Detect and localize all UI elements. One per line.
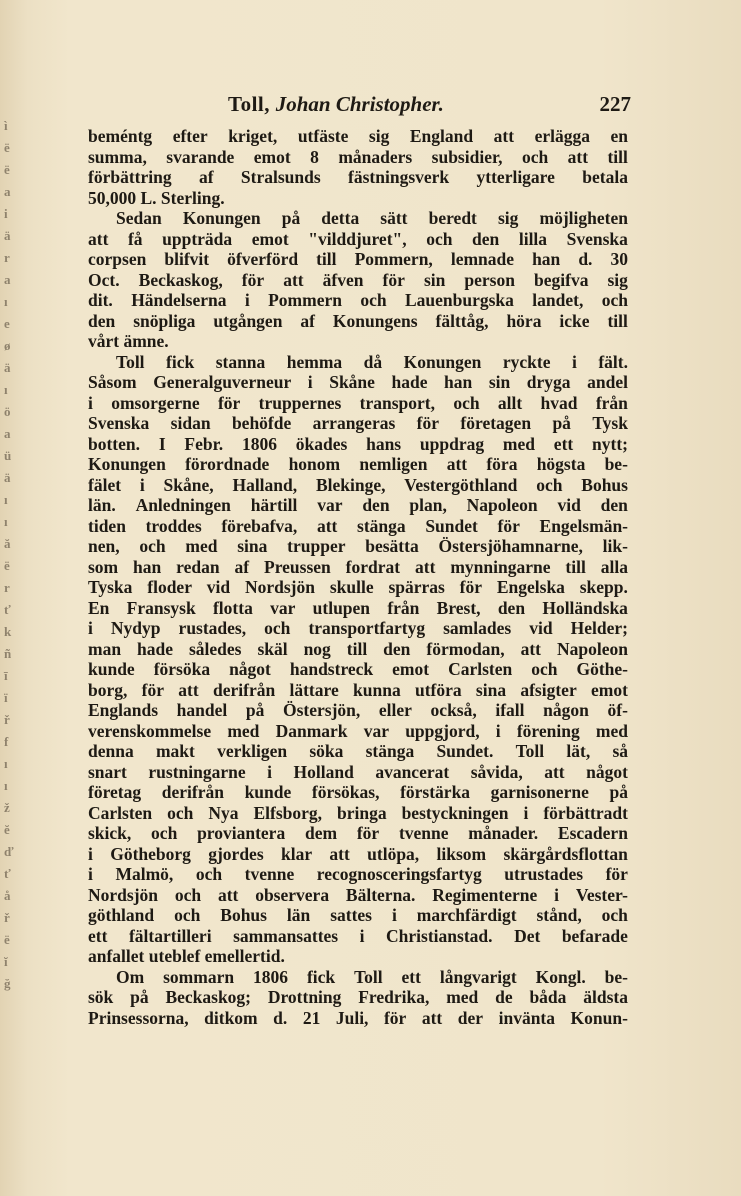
- bleed-glyph: a: [4, 184, 10, 199]
- text-line: göthland och Bohus län sattes i marchfärdigt stånd, och: [88, 905, 628, 925]
- page-number: 227: [599, 92, 631, 116]
- text-line: fälet i Skåne, Halland, Blekinge, Vestergöthland och Bohus: [88, 474, 628, 495]
- bleed-glyph: e: [4, 316, 9, 331]
- text-line: Tyska floder vid Nordsjön skulle spärras för Engelska skepp.: [88, 577, 628, 597]
- running-title: [228, 92, 444, 117]
- text-line: corpsen blifvit öfverförd till Pommern, lemnade han d. 30: [88, 249, 628, 269]
- text-line: man hade således skäl nog till den förmodan, att Napoleon: [88, 638, 628, 659]
- text-line: beméntg efter kriget, utfäste sig England att erlägga en: [88, 126, 628, 146]
- bleed-glyph: ä: [4, 470, 10, 485]
- text-line: sök på Beckaskog; Drottning Fredrika, med de båda äldsta: [88, 987, 628, 1007]
- bleed-glyph: ì: [4, 118, 7, 133]
- bleed-glyph: ø: [4, 338, 10, 353]
- text-line: Englands handel på Östersjön, eller också, ifall någon öf-: [88, 700, 628, 720]
- bleed-glyph: ı: [4, 778, 7, 793]
- bleed-glyph: ť: [4, 602, 10, 617]
- bleed-glyph: f: [4, 734, 8, 749]
- text-line: Sedan Konungen på detta sätt beredt sig möjligheten: [116, 208, 628, 228]
- text-line: kunde försöka något handstreck emot Carlsten och Göthe-: [88, 659, 628, 679]
- paragraph: [88, 967, 628, 1029]
- text-line: i Nydyp rustades, och transportfartyg samlades vid Helder;: [88, 618, 628, 638]
- bleed-glyph: ı: [4, 756, 7, 771]
- bleed-glyph: ë: [4, 558, 9, 573]
- text-line: Konungen förordnade honom nemligen att föra högsta be-: [88, 454, 628, 474]
- bleed-glyph: ğ: [4, 976, 10, 991]
- text-line: vårt ämne.: [88, 331, 169, 351]
- text-line: nen, och med sina trupper besätta Östersjöhamnarne, lik-: [88, 536, 628, 556]
- text-line: den snöpliga utgången af Konungens fälttåg, höra icke till: [88, 310, 628, 331]
- bleed-glyph: ĭ: [4, 954, 7, 969]
- text-line: summa, svarande emot 8 månaders subsidier, och att till: [88, 146, 628, 167]
- bleed-glyph: ï: [4, 690, 7, 705]
- text-line: Oct. Beckaskog, för att äfven för sin person begifva sig: [88, 269, 628, 290]
- text-line: Om sommarn 1806 fick Toll ett långvarigt Kongl. be-: [116, 966, 628, 987]
- text-line: som han redan af Preussen fordrat att mynningarne till alla: [88, 556, 628, 577]
- text-line: län. Anledningen härtill var den plan, Napoleon vid den: [88, 495, 628, 515]
- text-line: Toll fick stanna hemma då Konungen ryckte i fält.: [116, 351, 628, 372]
- text-line: Svenska sidan behöfde arrangeras för företagen på Tysk: [88, 413, 628, 433]
- bleed-glyph: ë: [4, 162, 9, 177]
- text-line: förbättring af Stralsunds fästningsverk ytterligare betala: [88, 167, 628, 187]
- bleed-glyph: r: [4, 250, 9, 265]
- bleed-glyph: ı: [4, 514, 7, 529]
- text-line: verenskommelse med Danmark var uppgjord, i förening med: [88, 720, 628, 741]
- text-line: skick, och proviantera dem för tvenne månader. Escadern: [88, 823, 628, 843]
- bleed-glyph: ı: [4, 492, 7, 507]
- bleed-glyph: ü: [4, 448, 11, 463]
- bleed-glyph: ď: [4, 844, 13, 859]
- text-line: Carlsten och Nya Elfsborg, bringa bestyckningen i förbättradt: [88, 802, 628, 823]
- bleed-glyph: ť: [4, 866, 10, 881]
- text-line: i Götheborg gjordes klar att utlöpa, liksom skärgårdsflottan: [88, 843, 628, 864]
- bleed-glyph: ä: [4, 228, 10, 243]
- bleed-glyph: ă: [4, 536, 10, 551]
- bleed-glyph: ž: [4, 800, 9, 815]
- paragraph: [88, 208, 628, 352]
- bleed-glyph: i: [4, 206, 7, 221]
- text-line: Prinsessorna, ditkom d. 21 Juli, för att der invänta Konun-: [88, 1007, 628, 1028]
- page-header: [0, 88, 741, 118]
- bleed-glyph: ë: [4, 932, 9, 947]
- text-line: i Malmö, och tvenne recognosceringsfartyg utrustades för: [88, 864, 628, 884]
- paragraph: [88, 126, 628, 208]
- bleed-glyph: ř: [4, 910, 9, 925]
- text-line: Nordsjön och att observera Bälterna. Regimenterne i Vester-: [88, 884, 628, 905]
- text-line: 50,000 L. Sterling.: [88, 187, 225, 208]
- running-title-given-names: Johan Christopher.: [275, 92, 444, 116]
- text-line: En Fransysk flotta var utlupen från Brest, den Holländska: [88, 597, 628, 618]
- text-line: tiden troddes förebafva, att stänga Sundet för Engelsmän-: [88, 515, 628, 536]
- bleed-glyph: ī: [4, 668, 7, 683]
- paragraph: [88, 352, 628, 967]
- running-title-surname: Toll,: [228, 92, 270, 116]
- left-margin-bleed-through: [0, 0, 52, 1196]
- text-line: i omsorgerne för truppernes transport, och allt hvad från: [88, 392, 628, 413]
- bleed-glyph: ř: [4, 712, 9, 727]
- text-line: ett fältartilleri sammansattes i Christianstad. Det befarade: [88, 925, 628, 946]
- bleed-glyph: ö: [4, 404, 10, 419]
- bleed-glyph: a: [4, 272, 10, 287]
- text-line: botten. I Febr. 1806 ökades hans uppdrag med ett nytt;: [88, 433, 628, 454]
- bleed-glyph: r: [4, 580, 9, 595]
- bleed-glyph: ı: [4, 382, 7, 397]
- text-line: borg, för att derifrån lättare kunna utföra sina afsigter emot: [88, 679, 628, 700]
- text-line: anfallet uteblef emellertid.: [88, 946, 285, 966]
- text-line: företag derifrån kunde försökas, förstärka garnisonerne på: [88, 782, 628, 802]
- text-line: Såsom Generalguverneur i Skåne hade han sin dryga andel: [88, 372, 628, 392]
- text-line: snart rustningarne i Holland avancerat såvida, att något: [88, 761, 628, 782]
- bleed-glyph: k: [4, 624, 11, 639]
- bleed-glyph: ñ: [4, 646, 11, 661]
- text-line: denna makt verkligen söka stänga Sundet. Toll lät, så: [88, 741, 628, 761]
- body-text: [88, 126, 628, 1028]
- bleed-glyph: ĕ: [4, 822, 9, 837]
- bleed-glyph: å: [4, 888, 10, 903]
- bleed-glyph: a: [4, 426, 10, 441]
- text-line: att få uppträda emot "vilddjuret", och den lilla Svenska: [88, 228, 628, 249]
- text-line: dit. Händelserna i Pommern och Lauenburgska landet, och: [88, 290, 628, 310]
- bleed-glyph: ä: [4, 360, 10, 375]
- bleed-glyph: ı: [4, 294, 7, 309]
- bleed-glyph: ë: [4, 140, 9, 155]
